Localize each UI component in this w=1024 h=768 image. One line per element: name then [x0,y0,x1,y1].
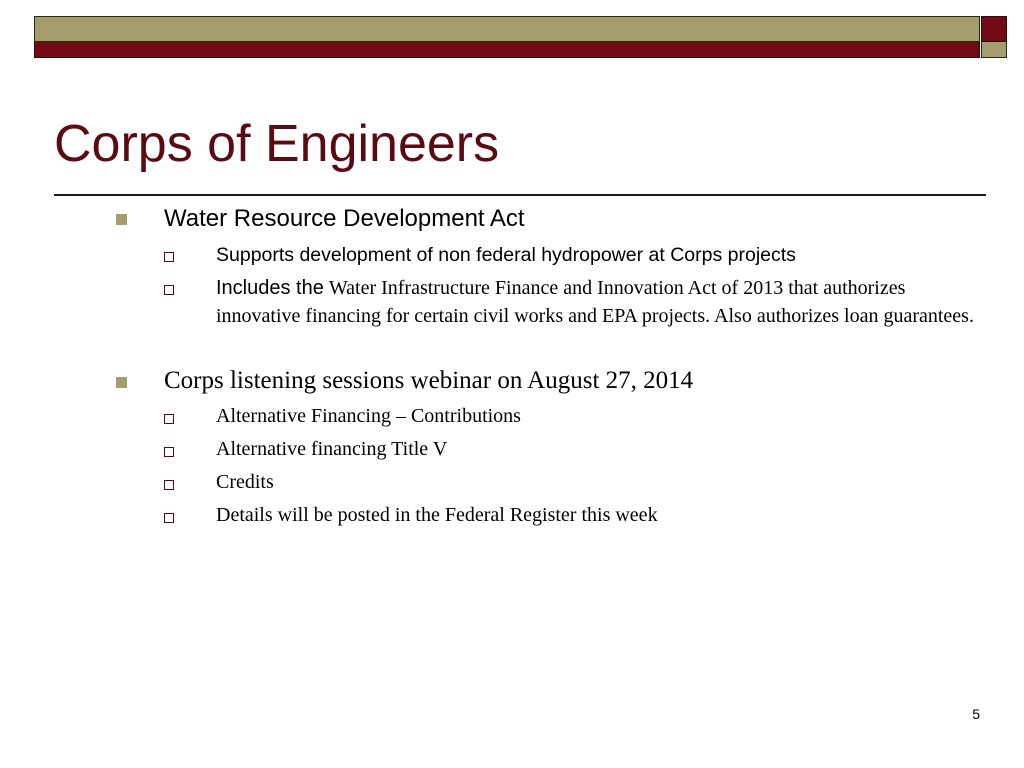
bullet-level1-item: Water Resource Development Act [164,205,525,232]
bullet-level2-item: Supports development of non federal hydropower at Corps projects [216,244,796,266]
hollow-square-bullet-icon [164,513,174,523]
hollow-square-bullet-icon [164,447,174,457]
bullet-level1-item: Corps listening sessions webinar on August 27, 2014 [164,367,694,394]
bullet-level2-item: Alternative Financing – Contributions [216,405,521,427]
hollow-square-bullet-icon [164,480,174,490]
hollow-square-bullet-icon [164,252,174,262]
bullet-level2-item: Alternative financing Title V [216,438,448,460]
bullet-lead-text: Includes the [216,277,324,299]
header-olive-bar [34,16,980,42]
page-number: 5 [972,706,980,722]
square-bullet-icon [116,377,127,388]
header-corner-olive-square [981,42,1007,58]
slide-title: Corps of Engineers [54,115,500,173]
bullet-body-text: Water Infrastructure Finance and Innovation Act of 2013 that authorizes innovative financing for certain civil works and EPA projects. Also authorizes loan guarantees. [216,277,974,327]
bullet-level2-item-mixed [216,274,976,330]
bullet-level2-item: Credits [216,471,274,493]
title-divider [54,194,986,196]
hollow-square-bullet-icon [164,285,174,295]
bullet-level2-item: Details will be posted in the Federal Register this week [216,504,658,526]
hollow-square-bullet-icon [164,414,174,424]
square-bullet-icon [116,214,127,225]
header-maroon-bar [34,42,980,58]
header-corner-maroon-square [981,16,1007,42]
